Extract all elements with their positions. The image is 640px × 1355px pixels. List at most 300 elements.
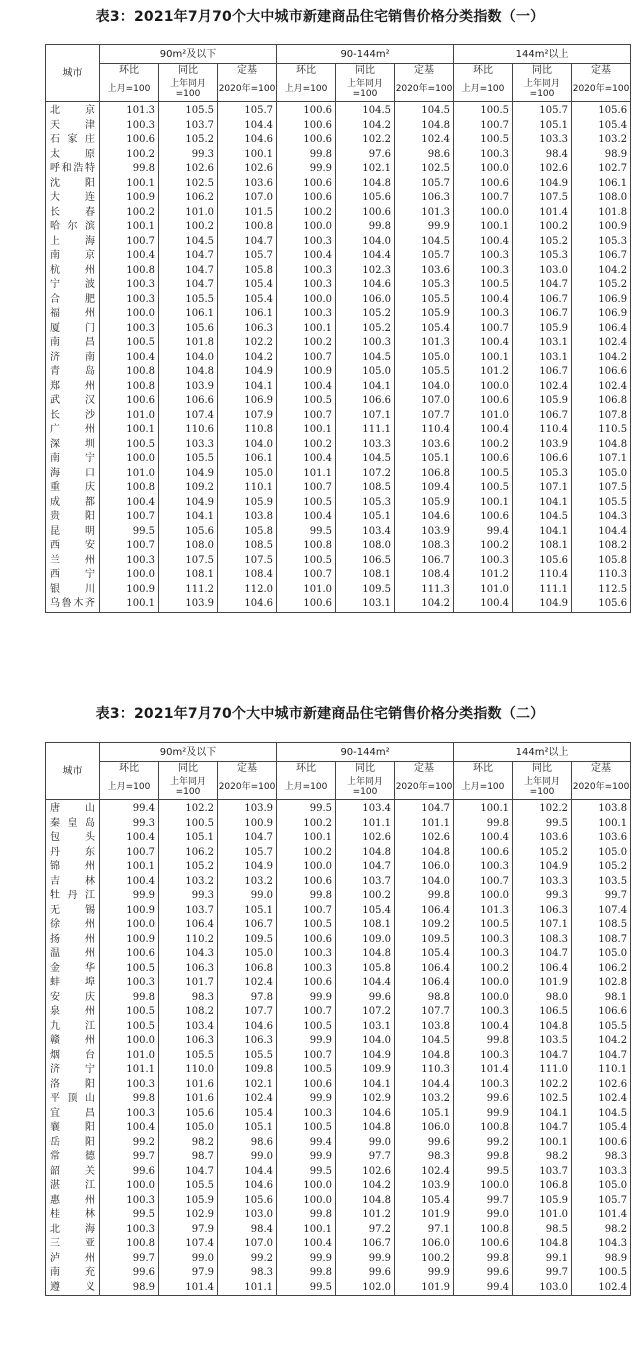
index-value-cell: 100.9 — [100, 933, 159, 948]
index-value-cell: 104.1 — [513, 525, 572, 540]
table-row — [46, 597, 631, 612]
index-value-cell: 106.7 — [513, 293, 572, 308]
index-value-cell: 103.1 — [336, 1020, 395, 1035]
table-row — [46, 1107, 631, 1122]
city-name-cell: 徐 州 — [46, 918, 100, 933]
index-value-cell: 110.5 — [572, 423, 631, 438]
index-value-cell: 104.9 — [159, 496, 218, 511]
index-value-cell: 102.2 — [336, 133, 395, 148]
index-value-cell: 104.5 — [395, 1034, 454, 1049]
index-value-cell: 104.7 — [513, 947, 572, 962]
index-value-cell: 103.0 — [513, 1281, 572, 1296]
index-value-cell: 106.5 — [513, 1005, 572, 1020]
index-value-cell: 100.2 — [513, 220, 572, 235]
index-value-cell: 104.8 — [336, 177, 395, 192]
index-value-cell: 98.7 — [159, 1150, 218, 1165]
index-value-cell: 104.4 — [336, 249, 395, 264]
index-value-cell: 112.5 — [572, 583, 631, 598]
index-value-cell: 97.9 — [159, 1266, 218, 1281]
table-row — [46, 423, 631, 438]
index-value-cell: 100.6 — [277, 597, 336, 612]
city-name-cell: 吉 林 — [46, 875, 100, 890]
base-header: 2020年=100 — [395, 775, 454, 800]
index-value-cell: 103.3 — [513, 875, 572, 890]
index-value-cell: 100.6 — [100, 133, 159, 148]
index-value-cell: 108.5 — [572, 918, 631, 933]
index-value-cell: 106.9 — [572, 293, 631, 308]
index-value-cell: 102.6 — [159, 162, 218, 177]
group-header: 90-144m² — [277, 743, 454, 762]
city-name-cell: 宁 波 — [46, 278, 100, 293]
index-value-cell: 101.1 — [277, 467, 336, 482]
index-value-cell: 98.4 — [513, 148, 572, 163]
index-value-cell: 106.8 — [218, 962, 277, 977]
index-value-cell: 100.3 — [100, 554, 159, 569]
index-value-cell: 104.6 — [336, 1107, 395, 1122]
index-value-cell: 100.6 — [454, 452, 513, 467]
index-value-cell: 97.1 — [395, 1223, 454, 1238]
index-value-cell: 100.4 — [277, 510, 336, 525]
index-value-cell: 104.5 — [513, 510, 572, 525]
index-value-cell: 105.1 — [395, 452, 454, 467]
index-value-cell: 100.5 — [100, 962, 159, 977]
table-row — [46, 860, 631, 875]
index-value-cell: 107.0 — [218, 1237, 277, 1252]
index-value-cell: 99.8 — [336, 220, 395, 235]
index-value-cell: 104.7 — [159, 264, 218, 279]
index-value-cell: 105.0 — [572, 467, 631, 482]
price-index-table-2 — [45, 742, 631, 1296]
index-value-cell: 100.3 — [454, 264, 513, 279]
index-value-cell: 100.4 — [454, 831, 513, 846]
index-value-cell: 104.7 — [572, 1049, 631, 1064]
index-value-cell: 104.0 — [218, 438, 277, 453]
index-value-cell: 108.1 — [336, 918, 395, 933]
index-value-cell: 106.0 — [395, 1237, 454, 1252]
index-value-cell: 100.7 — [277, 481, 336, 496]
index-value-cell: 102.2 — [513, 800, 572, 817]
base-header: 2020年=100 — [572, 775, 631, 800]
table-row — [46, 918, 631, 933]
index-value-cell: 106.4 — [395, 962, 454, 977]
index-value-cell: 99.0 — [218, 889, 277, 904]
index-value-cell: 103.9 — [159, 597, 218, 612]
index-value-cell: 104.7 — [159, 1165, 218, 1180]
index-value-cell: 100.4 — [100, 351, 159, 366]
index-value-cell: 109.4 — [395, 481, 454, 496]
index-value-cell: 102.1 — [336, 162, 395, 177]
index-value-cell: 100.1 — [454, 351, 513, 366]
index-value-cell: 106.6 — [159, 394, 218, 409]
subheader: 同比 — [513, 64, 572, 78]
index-value-cell: 100.2 — [454, 962, 513, 977]
index-value-cell: 100.2 — [100, 206, 159, 221]
index-value-cell: 100.8 — [218, 220, 277, 235]
index-value-cell: 107.0 — [395, 394, 454, 409]
index-value-cell: 100.0 — [277, 293, 336, 308]
index-value-cell: 106.7 — [513, 307, 572, 322]
index-value-cell: 105.3 — [395, 278, 454, 293]
index-value-cell: 106.9 — [218, 394, 277, 409]
index-value-cell: 101.4 — [513, 206, 572, 221]
base-header: 上月=100 — [100, 775, 159, 800]
index-value-cell: 100.3 — [100, 119, 159, 134]
subheader: 环比 — [454, 64, 513, 78]
index-value-cell: 105.6 — [513, 554, 572, 569]
index-value-cell: 99.8 — [277, 1208, 336, 1223]
index-value-cell: 112.0 — [218, 583, 277, 598]
index-value-cell: 100.6 — [277, 1078, 336, 1093]
index-value-cell: 104.7 — [218, 831, 277, 846]
table-row — [46, 409, 631, 424]
city-name-cell: 常 德 — [46, 1150, 100, 1165]
index-value-cell: 99.0 — [454, 1208, 513, 1223]
index-value-cell: 100.3 — [454, 249, 513, 264]
index-value-cell: 99.3 — [159, 889, 218, 904]
table-row — [46, 249, 631, 264]
index-value-cell: 100.9 — [277, 365, 336, 380]
index-value-cell: 107.1 — [572, 452, 631, 467]
index-value-cell: 104.2 — [336, 1179, 395, 1194]
index-value-cell: 103.0 — [513, 264, 572, 279]
table-row — [46, 947, 631, 962]
index-value-cell: 100.9 — [100, 583, 159, 598]
index-value-cell: 101.4 — [159, 1281, 218, 1296]
index-value-cell: 100.3 — [454, 1078, 513, 1093]
index-value-cell: 101.3 — [395, 336, 454, 351]
index-value-cell: 105.0 — [572, 947, 631, 962]
index-value-cell: 100.3 — [277, 1107, 336, 1122]
index-value-cell: 100.4 — [277, 1237, 336, 1252]
index-value-cell: 106.7 — [395, 554, 454, 569]
index-value-cell: 100.7 — [100, 510, 159, 525]
index-value-cell: 99.6 — [454, 1266, 513, 1281]
city-name-cell: 九 江 — [46, 1020, 100, 1035]
table-row — [46, 583, 631, 598]
index-value-cell: 102.6 — [395, 831, 454, 846]
index-value-cell: 101.6 — [159, 1078, 218, 1093]
table-row — [46, 206, 631, 221]
index-value-cell: 106.7 — [218, 918, 277, 933]
index-value-cell: 110.1 — [218, 481, 277, 496]
group-header: 90m²及以下 — [100, 45, 277, 64]
index-value-cell: 100.3 — [100, 278, 159, 293]
city-name-cell: 贵 阳 — [46, 510, 100, 525]
index-value-cell: 99.7 — [572, 889, 631, 904]
index-value-cell: 103.5 — [513, 1034, 572, 1049]
index-value-cell: 101.1 — [100, 1063, 159, 1078]
index-value-cell: 99.8 — [100, 991, 159, 1006]
subheader: 同比 — [159, 64, 218, 78]
index-value-cell: 102.6 — [336, 1165, 395, 1180]
index-value-cell: 106.3 — [159, 1034, 218, 1049]
index-value-cell: 101.2 — [454, 568, 513, 583]
index-value-cell: 103.2 — [395, 1092, 454, 1107]
index-value-cell: 100.3 — [277, 278, 336, 293]
index-value-cell: 104.8 — [395, 1049, 454, 1064]
table-row — [46, 394, 631, 409]
index-value-cell: 99.0 — [218, 1150, 277, 1165]
index-value-cell: 98.9 — [100, 1281, 159, 1296]
city-column-header: 城市 — [46, 743, 100, 800]
index-value-cell: 100.4 — [454, 336, 513, 351]
table-row — [46, 148, 631, 163]
city-name-cell: 沈 阳 — [46, 177, 100, 192]
city-name-cell: 兰 州 — [46, 554, 100, 569]
index-value-cell: 100.0 — [100, 307, 159, 322]
index-value-cell: 103.6 — [513, 831, 572, 846]
city-name-cell: 泸 州 — [46, 1252, 100, 1267]
city-name-cell: 广 州 — [46, 423, 100, 438]
index-value-cell: 100.9 — [218, 817, 277, 832]
index-value-cell: 100.6 — [277, 191, 336, 206]
base-header: 2020年=100 — [218, 775, 277, 800]
index-value-cell: 99.9 — [277, 1150, 336, 1165]
index-value-cell: 105.4 — [218, 1107, 277, 1122]
index-value-cell: 100.3 — [454, 1049, 513, 1064]
group-header: 144m²以上 — [454, 743, 631, 762]
index-value-cell: 100.0 — [454, 991, 513, 1006]
index-value-cell: 104.8 — [395, 846, 454, 861]
index-value-cell: 105.7 — [572, 1194, 631, 1209]
index-value-cell: 100.3 — [454, 554, 513, 569]
index-value-cell: 105.4 — [218, 278, 277, 293]
index-value-cell: 106.6 — [572, 365, 631, 380]
index-value-cell: 100.3 — [454, 933, 513, 948]
index-value-cell: 106.1 — [159, 307, 218, 322]
table-row — [46, 1063, 631, 1078]
table-row — [46, 904, 631, 919]
index-value-cell: 104.9 — [513, 597, 572, 612]
index-value-cell: 107.7 — [218, 1005, 277, 1020]
index-value-cell: 103.7 — [513, 1165, 572, 1180]
index-value-cell: 105.2 — [513, 235, 572, 250]
city-name-cell: 杭 州 — [46, 264, 100, 279]
index-value-cell: 106.5 — [336, 554, 395, 569]
index-value-cell: 106.0 — [395, 860, 454, 875]
table-row — [46, 278, 631, 293]
index-value-cell: 102.3 — [336, 264, 395, 279]
index-value-cell: 104.8 — [513, 1237, 572, 1252]
index-value-cell: 104.8 — [336, 1121, 395, 1136]
subheader: 同比 — [336, 64, 395, 78]
index-value-cell: 104.7 — [218, 235, 277, 250]
index-value-cell: 100.5 — [454, 918, 513, 933]
index-value-cell: 100.8 — [100, 264, 159, 279]
index-value-cell: 99.5 — [513, 817, 572, 832]
index-value-cell: 101.0 — [100, 1049, 159, 1064]
index-value-cell: 100.4 — [454, 597, 513, 612]
index-value-cell: 100.7 — [277, 904, 336, 919]
index-value-cell: 100.0 — [100, 1179, 159, 1194]
index-value-cell: 102.4 — [572, 380, 631, 395]
index-value-cell: 100.1 — [513, 1136, 572, 1151]
index-value-cell: 100.0 — [454, 162, 513, 177]
index-value-cell: 106.4 — [572, 322, 631, 337]
index-value-cell: 98.8 — [395, 991, 454, 1006]
index-value-cell: 100.8 — [100, 481, 159, 496]
city-name-cell: 温 州 — [46, 947, 100, 962]
index-value-cell: 107.7 — [395, 1005, 454, 1020]
table-row — [46, 991, 631, 1006]
index-value-cell: 105.0 — [336, 365, 395, 380]
index-value-cell: 104.6 — [395, 510, 454, 525]
index-value-cell: 109.5 — [336, 583, 395, 598]
index-value-cell: 104.0 — [336, 1034, 395, 1049]
table-row — [46, 1005, 631, 1020]
city-name-cell: 丹 东 — [46, 846, 100, 861]
index-value-cell: 101.1 — [336, 817, 395, 832]
index-value-cell: 100.4 — [454, 235, 513, 250]
index-value-cell: 100.7 — [100, 235, 159, 250]
subheader: 环比 — [100, 762, 159, 776]
index-value-cell: 108.2 — [572, 539, 631, 554]
index-value-cell: 99.7 — [454, 1194, 513, 1209]
index-value-cell: 105.3 — [513, 467, 572, 482]
index-value-cell: 102.4 — [572, 1092, 631, 1107]
index-value-cell: 100.7 — [277, 1049, 336, 1064]
city-name-cell: 呼和浩特 — [46, 162, 100, 177]
index-value-cell: 101.3 — [395, 206, 454, 221]
index-value-cell: 104.7 — [513, 1049, 572, 1064]
index-value-cell: 107.5 — [513, 191, 572, 206]
index-value-cell: 100.7 — [100, 539, 159, 554]
index-value-cell: 100.3 — [277, 264, 336, 279]
index-value-cell: 105.7 — [218, 102, 277, 119]
index-value-cell: 105.8 — [336, 962, 395, 977]
index-value-cell: 100.0 — [454, 206, 513, 221]
table-row — [46, 1194, 631, 1209]
index-value-cell: 105.6 — [572, 102, 631, 119]
table-row — [46, 1049, 631, 1064]
index-value-cell: 100.3 — [100, 1078, 159, 1093]
index-value-cell: 99.8 — [100, 1092, 159, 1107]
city-name-cell: 平顶山 — [46, 1092, 100, 1107]
index-value-cell: 101.1 — [395, 817, 454, 832]
city-name-cell: 宜 昌 — [46, 1107, 100, 1122]
index-value-cell: 98.3 — [159, 991, 218, 1006]
index-value-cell: 100.8 — [277, 539, 336, 554]
index-value-cell: 99.8 — [277, 148, 336, 163]
index-value-cell: 107.5 — [218, 554, 277, 569]
index-value-cell: 105.1 — [513, 119, 572, 134]
index-value-cell: 104.5 — [395, 102, 454, 119]
index-value-cell: 100.5 — [277, 394, 336, 409]
index-value-cell: 104.7 — [513, 278, 572, 293]
index-value-cell: 105.2 — [159, 133, 218, 148]
index-value-cell: 104.1 — [336, 380, 395, 395]
index-value-cell: 105.2 — [336, 307, 395, 322]
city-name-cell: 牡丹江 — [46, 889, 100, 904]
index-value-cell: 99.9 — [277, 1092, 336, 1107]
index-value-cell: 98.3 — [395, 1150, 454, 1165]
index-value-cell: 105.0 — [218, 467, 277, 482]
city-name-cell: 哈尔滨 — [46, 220, 100, 235]
index-value-cell: 100.3 — [454, 148, 513, 163]
index-value-cell: 100.5 — [572, 1266, 631, 1281]
index-value-cell: 100.5 — [159, 817, 218, 832]
index-value-cell: 100.0 — [454, 889, 513, 904]
index-value-cell: 99.3 — [159, 148, 218, 163]
index-value-cell: 108.1 — [159, 568, 218, 583]
index-value-cell: 98.6 — [395, 148, 454, 163]
index-value-cell: 100.6 — [454, 177, 513, 192]
index-value-cell: 99.4 — [454, 1281, 513, 1296]
index-value-cell: 103.2 — [218, 875, 277, 890]
index-value-cell: 99.9 — [277, 991, 336, 1006]
index-value-cell: 102.6 — [513, 162, 572, 177]
index-value-cell: 100.5 — [100, 1005, 159, 1020]
table-row — [46, 380, 631, 395]
index-value-cell: 100.3 — [454, 307, 513, 322]
index-value-cell: 102.4 — [395, 1165, 454, 1180]
index-value-cell: 100.1 — [218, 148, 277, 163]
index-value-cell: 100.1 — [277, 322, 336, 337]
index-value-cell: 104.8 — [513, 1020, 572, 1035]
subheader: 定基 — [218, 64, 277, 78]
index-value-cell: 100.3 — [277, 962, 336, 977]
index-value-cell: 110.4 — [513, 423, 572, 438]
base-header: 上月=100 — [454, 77, 513, 102]
table-row — [46, 264, 631, 279]
index-value-cell: 99.6 — [336, 991, 395, 1006]
city-name-cell: 青 岛 — [46, 365, 100, 380]
city-name-cell: 银 川 — [46, 583, 100, 598]
index-value-cell: 109.2 — [159, 481, 218, 496]
subheader: 同比 — [336, 762, 395, 776]
index-value-cell: 103.8 — [572, 800, 631, 817]
index-value-cell: 104.7 — [336, 860, 395, 875]
index-value-cell: 107.7 — [395, 409, 454, 424]
index-value-cell: 100.6 — [277, 177, 336, 192]
city-name-cell: 大 连 — [46, 191, 100, 206]
index-value-cell: 100.8 — [100, 1237, 159, 1252]
index-value-cell: 108.3 — [395, 539, 454, 554]
index-value-cell: 99.9 — [100, 889, 159, 904]
index-value-cell: 100.6 — [100, 394, 159, 409]
index-value-cell: 102.4 — [572, 336, 631, 351]
index-value-cell: 99.9 — [454, 1107, 513, 1122]
index-value-cell: 105.3 — [513, 249, 572, 264]
index-value-cell: 103.3 — [572, 1165, 631, 1180]
index-value-cell: 102.0 — [336, 1281, 395, 1296]
index-value-cell: 103.8 — [218, 510, 277, 525]
index-value-cell: 99.0 — [336, 1136, 395, 1151]
index-value-cell: 101.9 — [395, 1208, 454, 1223]
index-value-cell: 101.9 — [513, 976, 572, 991]
index-value-cell: 101.3 — [454, 904, 513, 919]
index-value-cell: 105.6 — [159, 525, 218, 540]
index-value-cell: 99.9 — [277, 1034, 336, 1049]
index-value-cell: 100.6 — [336, 206, 395, 221]
index-value-cell: 105.5 — [395, 293, 454, 308]
subheader: 同比 — [513, 762, 572, 776]
index-value-cell: 101.4 — [454, 1063, 513, 1078]
index-value-cell: 100.1 — [277, 423, 336, 438]
index-value-cell: 105.0 — [395, 351, 454, 366]
index-value-cell: 107.8 — [572, 409, 631, 424]
index-value-cell: 104.9 — [336, 1049, 395, 1064]
index-value-cell: 100.6 — [277, 976, 336, 991]
index-value-cell: 106.2 — [572, 962, 631, 977]
index-value-cell: 106.2 — [159, 846, 218, 861]
index-value-cell: 108.1 — [336, 568, 395, 583]
index-value-cell: 100.4 — [277, 380, 336, 395]
index-value-cell: 104.5 — [336, 452, 395, 467]
index-value-cell: 100.7 — [454, 322, 513, 337]
index-value-cell: 106.3 — [218, 1034, 277, 1049]
index-value-cell: 100.6 — [454, 1237, 513, 1252]
